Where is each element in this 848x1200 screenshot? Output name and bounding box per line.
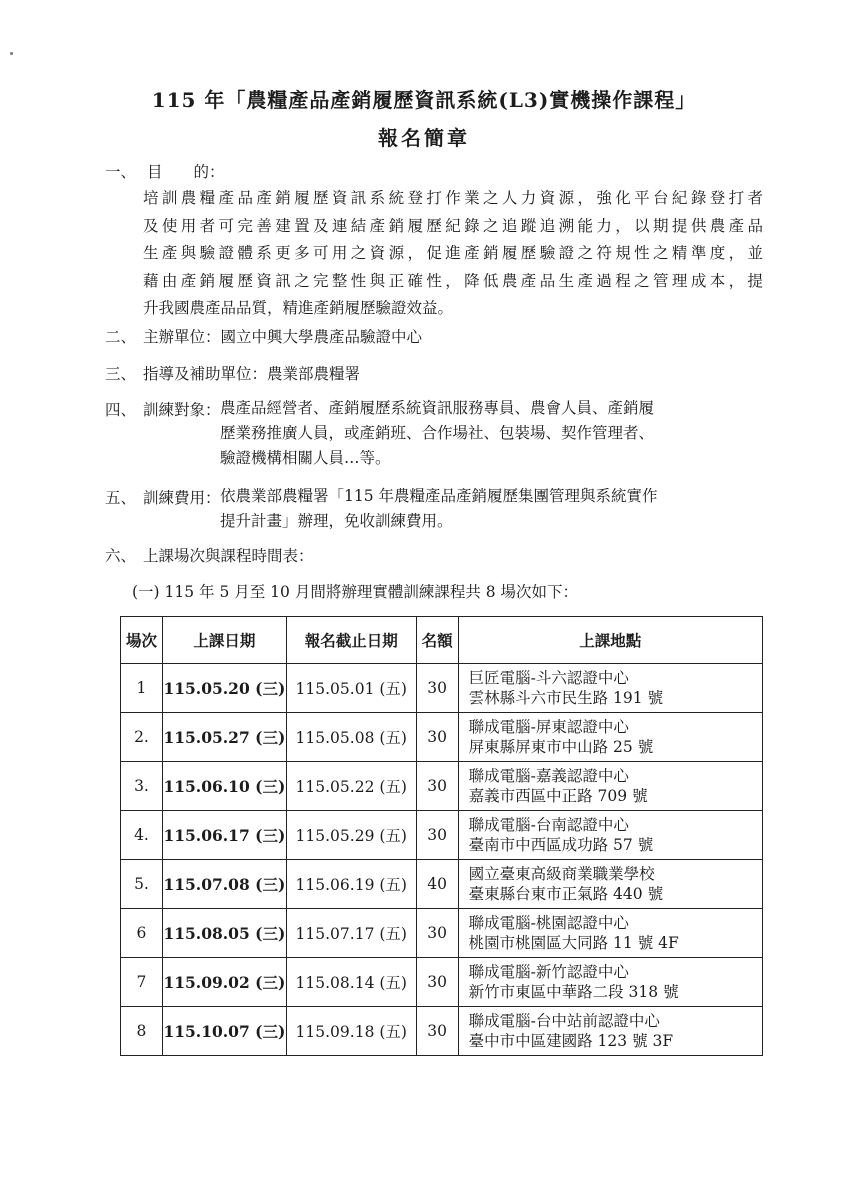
quota-cell: 30 [416, 664, 458, 713]
section-number: 三、 [105, 365, 137, 383]
venue-name: 聯成電腦-桃園認證中心 [468, 914, 629, 932]
header-venue: 上課地點 [458, 617, 762, 664]
date-cell: 115.07.08 (三) [162, 860, 286, 909]
section-number: 四、 [105, 401, 137, 419]
session-cell: 7 [121, 958, 163, 1007]
table-row [121, 1007, 763, 1056]
section-label: 目 的： [147, 163, 225, 181]
venue-name: 巨匠電腦-斗六認證中心 [468, 669, 629, 687]
table-row [121, 713, 763, 762]
session-cell: 6 [121, 909, 163, 958]
table-header-row [121, 617, 763, 664]
date-cell: 115.09.02 (三) [162, 958, 286, 1007]
paragraph-line: 藉由產銷履歷資訊之完整性與正確性，降低農產品生產過程之管理成本，提 [143, 271, 763, 290]
trainees-line: 驗證機構相關人員…等。 [220, 449, 391, 467]
session-cell: 2. [121, 713, 163, 762]
table-row [121, 664, 763, 713]
header-quota: 名額 [416, 617, 458, 664]
quota-cell: 30 [416, 958, 458, 1007]
trainees-line: 歷業務推廣人員，或產銷班、合作場社、包裝場、契作管理者、 [220, 424, 655, 442]
organizer-value: 國立中興大學農產品驗證中心 [220, 328, 423, 346]
venue-cell [458, 958, 762, 1007]
trainees-line: 農產品經營者、產銷履歷系統資訊服務專員、農會人員、產銷履 [220, 399, 655, 417]
venue-address: 臺東縣台東市正氣路 440 號 [468, 885, 664, 903]
venue-name: 國立臺東高級商業職業學校 [468, 865, 655, 883]
venue-cell [458, 1007, 762, 1056]
venue-address: 屏東縣屏東市中山路 25 號 [468, 738, 654, 756]
quota-cell: 40 [416, 860, 458, 909]
venue-cell [458, 811, 762, 860]
header-deadline: 報名截止日期 [286, 617, 416, 664]
venue-name: 聯成電腦-嘉義認證中心 [468, 767, 629, 785]
section-label: 訓練費用： [143, 489, 221, 507]
date-cell: 115.08.05 (三) [162, 909, 286, 958]
section-label: 指導及補助單位： [143, 365, 268, 383]
supervisor-value: 農業部農糧署 [267, 365, 361, 383]
section-number: 一、 [105, 163, 137, 181]
venue-address: 雲林縣斗六市民生路 191 號 [468, 689, 664, 707]
venue-cell [458, 713, 762, 762]
header-session: 場次 [121, 617, 163, 664]
quota-cell: 30 [416, 1007, 458, 1056]
venue-name: 聯成電腦-屏東認證中心 [468, 718, 629, 736]
schedule-table [120, 616, 763, 1056]
deadline-cell: 115.09.18 (五) [286, 1007, 416, 1056]
section-label: 主辦單位： [143, 328, 221, 346]
deadline-cell: 115.06.19 (五) [286, 860, 416, 909]
quota-cell: 30 [416, 811, 458, 860]
deadline-cell: 115.05.08 (五) [286, 713, 416, 762]
deadline-cell: 115.05.01 (五) [286, 664, 416, 713]
venue-address: 桃園市桃園區大同路 11 號 4F [468, 934, 679, 952]
table-row [121, 762, 763, 811]
section-number: 二、 [105, 328, 137, 346]
paragraph-line: 生產與驗證體系更多可用之資源，促進產銷履歷驗證之符規性之精準度，並 [143, 244, 763, 262]
venue-name: 聯成電腦-台南認證中心 [468, 816, 629, 834]
venue-cell [458, 860, 762, 909]
deadline-cell: 115.05.22 (五) [286, 762, 416, 811]
venue-address: 臺中市中區建國路 123 號 3F [468, 1032, 674, 1050]
quota-cell: 30 [416, 713, 458, 762]
deadline-cell: 115.07.17 (五) [286, 909, 416, 958]
trainees-text [220, 396, 654, 471]
venue-cell [458, 664, 762, 713]
session-cell: 1 [121, 664, 163, 713]
venue-name: 聯成電腦-新竹認證中心 [468, 963, 629, 981]
quota-cell: 30 [416, 909, 458, 958]
session-cell: 3. [121, 762, 163, 811]
session-cell: 8 [121, 1007, 163, 1056]
date-cell: 115.06.17 (三) [162, 811, 286, 860]
date-cell: 115.05.27 (三) [162, 713, 286, 762]
fee-line: 提升計畫」辦理，免收訓練費用。 [220, 512, 453, 530]
deadline-cell: 115.05.29 (五) [286, 811, 416, 860]
venue-address: 新竹市東區中華路二段 318 號 [468, 983, 679, 1001]
table-row [121, 860, 763, 909]
document-subtitle: 報名簡章 [378, 126, 470, 150]
document-title: 115 年「農糧產品產銷履歷資訊系統(L3)實機操作課程」 [151, 88, 697, 112]
date-cell: 115.05.20 (三) [162, 664, 286, 713]
header-date: 上課日期 [162, 617, 286, 664]
paragraph-line: 培訓農糧產品產銷履歷資訊系統登打作業之人力資源，強化平台紀錄登打者 [143, 189, 763, 207]
session-cell: 5. [121, 860, 163, 909]
scan-speck [10, 52, 13, 55]
schedule-intro: (一) 115 年 5 月至 10 月間將辦理實體訓練課程共 8 場次如下： [132, 583, 579, 601]
table-row [121, 958, 763, 1007]
deadline-cell: 115.08.14 (五) [286, 958, 416, 1007]
purpose-paragraph [143, 185, 763, 323]
date-cell: 115.06.10 (三) [162, 762, 286, 811]
section-number: 六、 [105, 547, 137, 565]
table-row [121, 909, 763, 958]
paragraph-line: 及使用者可完善建置及連結產銷履歷紀錄之追蹤追溯能力，以期提供農產品 [143, 216, 763, 235]
venue-name: 聯成電腦-台中站前認證中心 [468, 1012, 660, 1030]
table-row [121, 811, 763, 860]
fee-line: 依農業部農糧署「115 年農糧產品產銷履歷集團管理與系統實作 [220, 487, 658, 505]
venue-address: 嘉義市西區中正路 709 號 [468, 787, 648, 805]
session-cell: 4. [121, 811, 163, 860]
quota-cell: 30 [416, 762, 458, 811]
date-cell: 115.10.07 (三) [162, 1007, 286, 1056]
section-number: 五、 [105, 489, 137, 507]
venue-cell [458, 909, 762, 958]
paragraph-line: 升我國農產品品質，精進產銷履歷驗證效益。 [143, 299, 454, 317]
section-label: 訓練對象： [143, 401, 221, 419]
fee-text [220, 484, 658, 534]
section-label: 上課場次與課程時間表： [143, 547, 314, 565]
venue-address: 臺南市中西區成功路 57 號 [468, 836, 654, 854]
venue-cell [458, 762, 762, 811]
